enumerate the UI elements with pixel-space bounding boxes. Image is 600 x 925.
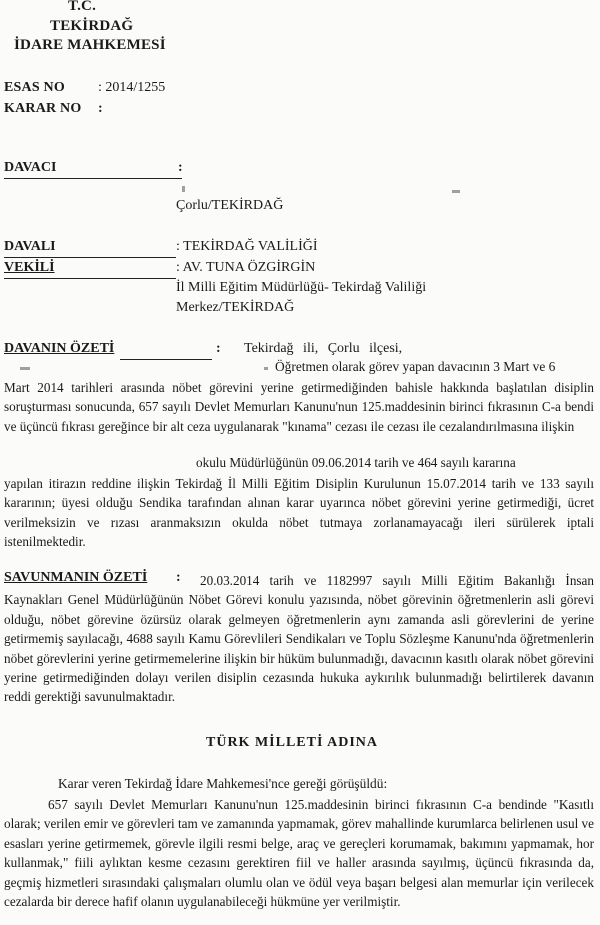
davaci-underline xyxy=(4,178,182,179)
davaci-colon: : xyxy=(178,160,183,175)
redaction-mark xyxy=(20,367,30,370)
esas-value: : 2014/1255 xyxy=(98,80,166,95)
redaction-mark xyxy=(452,190,460,193)
header-tc: T.C. xyxy=(68,0,97,14)
davaci-address: Çorlu/TEKİRDAĞ xyxy=(176,198,284,213)
davaci-label: DAVACI xyxy=(4,160,57,175)
davanin-ozeti-line-1: Tekirdağ ili, Çorlu ilçesi, xyxy=(244,341,403,356)
document-title: TÜRK MİLLETİ ADINA xyxy=(206,735,379,750)
davanin-ozeti-line-2: Öğretmen olarak görev yapan davacının 3 Mart ve 6 xyxy=(275,359,556,374)
header-court: İDARE MAHKEMESİ xyxy=(14,37,166,53)
davali-value: : TEKİRDAĞ VALİLİĞİ xyxy=(176,239,318,254)
redaction-mark xyxy=(182,186,185,192)
savunma-colon: : xyxy=(176,570,181,585)
vekili-address-2: Merkez/TEKİRDAĞ xyxy=(176,300,295,315)
decision-intro: Karar veren Tekirdağ İdare Mahkemesi'nce gereği görüşüldü: xyxy=(58,776,388,791)
vekili-address-1: İl Milli Eğitim Müdürlüğü- Tekirdağ Valiliği xyxy=(176,280,427,295)
davanin-ozeti-underline xyxy=(120,359,212,360)
decision-body: 657 sayılı Devlet Memurları Kanunu'nun 125.maddesinin birinci fıkrasının C-a bendinde "Kasıtlı olarak; verilen emir ve görevleri tam ve zamanında yapmamak, görev mahallinde kurumlarca belirlenen usul ve esasları yerine getirmemek, görevle ilgili resmi belge, araç ve gereçleri korumamak, bakımını yapmamak, hor kullanmak," fiili aylıktan kesme cezasını gerektiren fiil ve haller arasında sayılmış, üçüncü fıkrasında da, geçmiş hizmetleri sırasındaki çalışmaları olumlu olan ve ödül veya başarı belgesi alan memurlar için verilecek cezalarda bir derece hafif olanın uygulanabileceği hükmüne yer verilmiştir. xyxy=(4,797,594,910)
vekili-value: : AV. TUNA ÖZGİRGİN xyxy=(176,260,316,275)
esas-label: ESAS NO xyxy=(4,80,65,95)
vekili-underline xyxy=(4,278,176,279)
davanin-ozeti-body-2: yapılan itirazın reddine ilişkin Tekirdağ İl Milli Eğitim Disiplin Kurulunun 15.07.2014 tarih ve 133 sayılı kararının; üyesi olduğu Sendika tarafından alınan karar uyarınca nöbet görevini yerine getirmediği, ücret verilmeksizin ve rızası aranmaksızın okulda nöbet tutmaya zorlanamayacağı ileri sürülerek iptali istenilmektedir. xyxy=(4,476,594,550)
savunma-body: 20.03.2014 tarih ve 1182997 sayılı Milli Eğitim Bakanlığı İnsan Kaynakları Genel Müdürlüğünün Nöbet Görevi konulu yazısında, nöbet görevinin öğretmenlerin asli görevi olduğu, nöbet görevine özürsüz olarak gelmeyen öğretmenlerin aynı zamanda asli görevlerini de yerine getirmemiş sayılacağı, 4688 sayılı Kamu Görevlileri Sendikaları ve Toplu Sözleşme Kanunu'nda öğretmenlerin nöbet görevlerini yerine getirmemelerine ilişkin bir hüküm bulunmadığı, davacının kasıtlı olarak nöbet görevini yerine getirmediğinden dolayı verilen disiplin cezasında hukuka aykırılık bulunmadığı belirtilerek davanın reddi gerektiği savunulmaktadır. xyxy=(4,573,594,705)
redaction-mark xyxy=(264,367,268,370)
vekili-label: VEKİLİ xyxy=(4,260,55,275)
karar-label: KARAR NO xyxy=(4,101,82,116)
davanin-ozeti-label: DAVANIN ÖZETİ xyxy=(4,341,115,356)
davanin-ozeti-colon: : xyxy=(216,341,221,356)
davali-label: DAVALI xyxy=(4,239,56,254)
karar-value: : xyxy=(98,101,103,116)
header-city: TEKİRDAĞ xyxy=(50,18,134,34)
davanin-ozeti-body: Mart 2014 tarihleri arasında nöbet görevini yerine getirmediğinden bahisle hakkında başlatılan disiplin soruşturması sonucunda, 657 sayılı Devlet Memurları Kanunu'nun 125.maddesinin birinci fıkrasının C-a bendi ve üçüncü fıkrası gereğince bir alt ceza uygulanarak "kınama" cezası ile cezası ile cezalandırılmasına ilişkin xyxy=(4,380,594,434)
davali-underline xyxy=(4,257,176,258)
davanin-ozeti-redacted-line: okulu Müdürlüğünün 09.06.2014 tarih ve 464 sayılı kararına xyxy=(196,455,516,470)
savunma-label: SAVUNMANIN ÖZETİ xyxy=(4,570,148,585)
